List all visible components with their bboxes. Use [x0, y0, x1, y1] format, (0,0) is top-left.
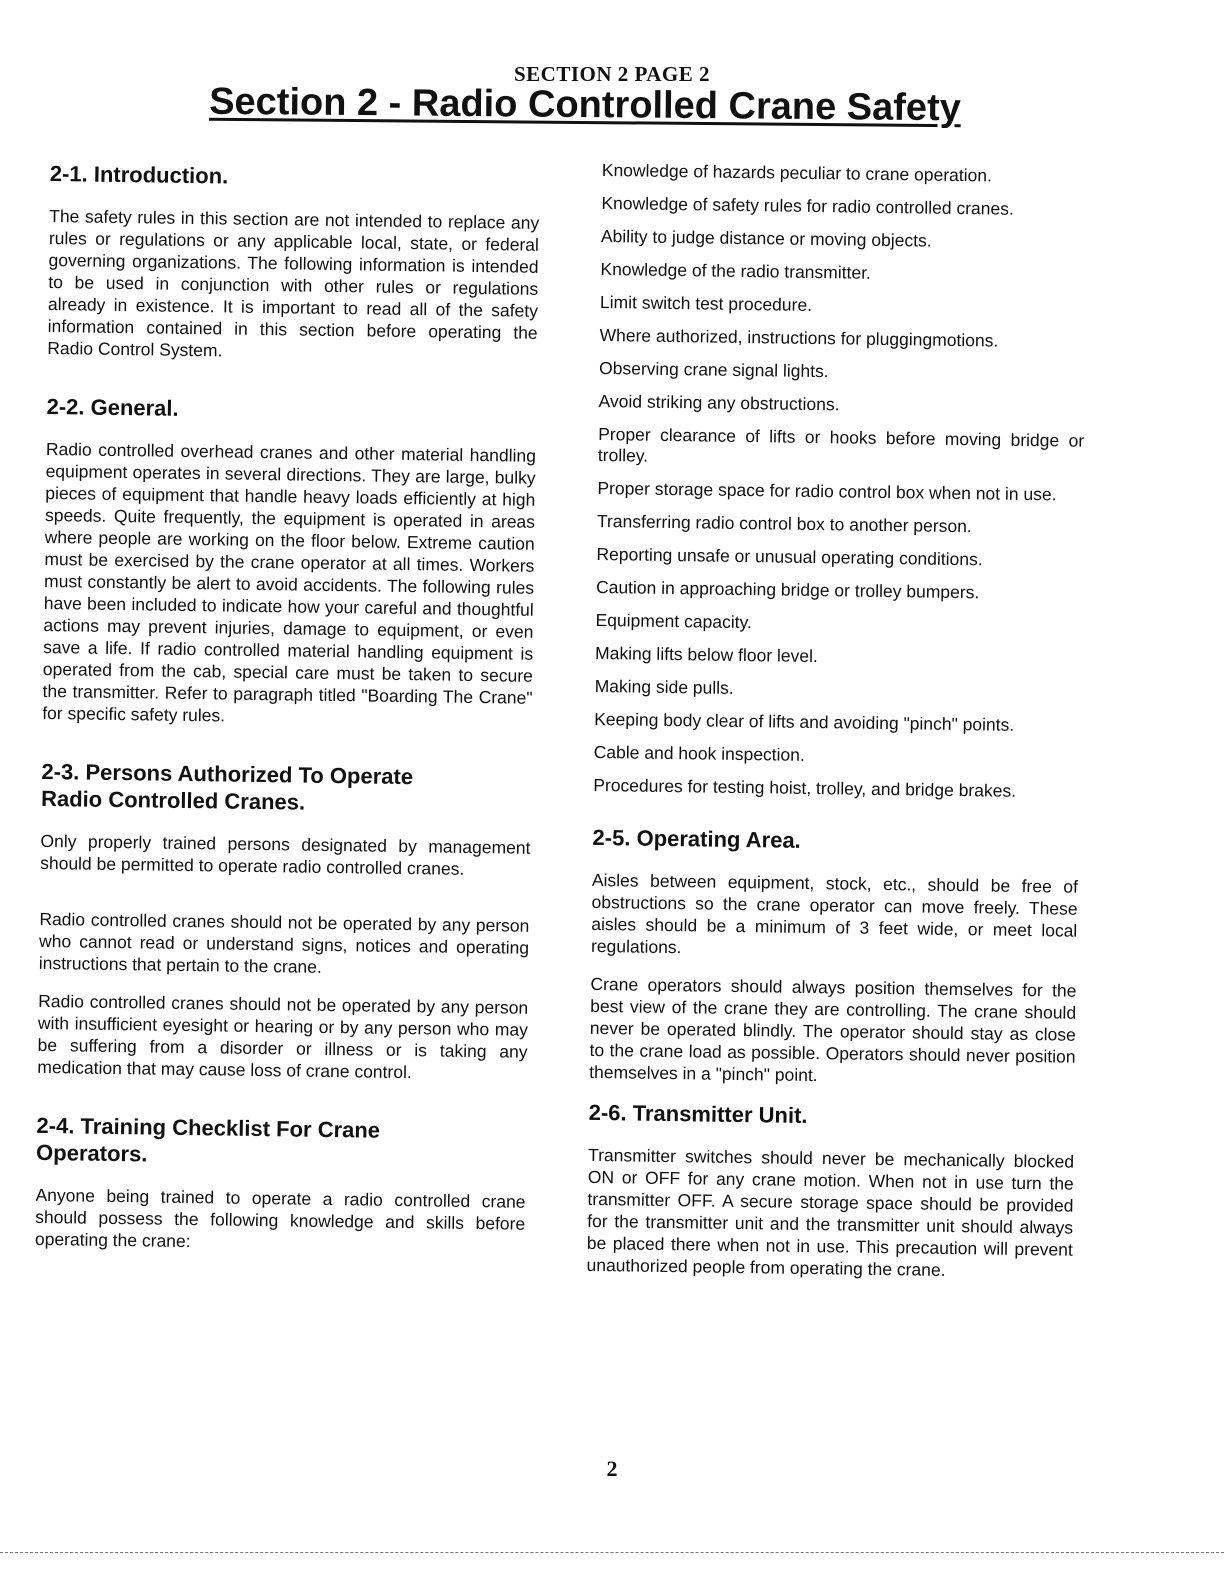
- checklist-item: Observing crane signal lights.: [598, 357, 829, 382]
- checklist-item: Proper clearance of lifts or hooks before moving bridge or trolley.: [597, 423, 1085, 466]
- checklist-item: Ability to judge distance or moving objects.: [600, 225, 932, 251]
- checklist-item: Knowledge of safety rules for radio controlled cranes.: [601, 192, 1014, 219]
- checklist-item: Limit switch test procedure.: [599, 291, 813, 315]
- checklist-item: Caution in approaching bridge or trolley bumpers.: [595, 576, 980, 603]
- section-heading-general: 2-2. General.: [46, 393, 179, 421]
- paragraph-authorized-2: Radio controlled cranes should not be operated by any person who cannot read or understand signs, notices and operating instructions that pertain to the crane.: [38, 908, 530, 977]
- section-heading-introduction: 2-1. Introduction.: [49, 160, 229, 189]
- paragraph-authorized-3: Radio controlled cranes should not be operated by any person with insufficient eyesight or hearing or by any person who may be suffering from a disorder or illness or is taking any medication that may cause loss of crane control.: [37, 990, 529, 1083]
- checklist-item: Keeping body clear of lifts and avoiding "pinch" points.: [594, 708, 1015, 735]
- paragraph-operating-area-2: Crane operators should always position themselves for the best view of the crane they are controlling. The crane should never be operated blindly. The operator should stay as close to the crane load as possible. Operators should never position themselves in a "pinch" point.: [589, 973, 1077, 1086]
- running-head: SECTION 2 PAGE 2: [513, 62, 711, 86]
- page-number: 2: [606, 1456, 618, 1481]
- checklist-item: Proper storage space for radio control box when not in use.: [597, 477, 1057, 505]
- checklist-item: Cable and hook inspection.: [593, 741, 805, 765]
- page-title: Section 2 - Radio Controlled Crane Safety: [208, 80, 962, 130]
- training-checklist: [593, 160, 1088, 803]
- left-column: [35, 160, 540, 1257]
- checklist-item: Knowledge of hazards peculiar to crane operation.: [601, 160, 993, 186]
- checklist-item: Transferring radio control box to another person.: [596, 510, 972, 537]
- section-heading-operating-area: 2-5. Operating Area.: [592, 824, 801, 853]
- paragraph-authorized-1: Only properly trained persons designated by management should be permitted to operate radio controlled cranes.: [40, 830, 531, 879]
- paragraph-transmitter-unit: Transmitter switches should never be mechanically blocked ON or OFF for any crane motion. When not in use turn the transmitter OFF. A secure storage space should be provided for the transmitter unit and the transmitter unit should always be placed there when not in use. This precaution will prevent unauthorized people from operating the crane.: [586, 1144, 1075, 1280]
- checklist-item: Equipment capacity.: [595, 609, 752, 633]
- scan-edge-line: [0, 1552, 1224, 1553]
- section-heading-transmitter-unit: 2-6. Transmitter Unit.: [588, 1099, 808, 1128]
- section-heading-training-checklist: 2-4. Training Checklist For Crane Operators.: [35, 1112, 381, 1167]
- paragraph-operating-area-1: Aisles between equipment, stock, etc., should be free of obstructions so the crane operator can move freely. These aisles should be a minimum of 3 feet wide, or meet local regulations.: [590, 869, 1079, 958]
- right-column: [586, 160, 1088, 1283]
- paragraph-introduction: The safety rules in this section are not intended to replace any rules or regulations or any applicable local, state, or federal governing organizations. The following information is intended to be used in conjunction with other rules or regulations already in existence. It is important to read all of the safety information contained in this section before operating the Radio Control System.: [47, 205, 540, 361]
- paragraph-general: Radio controlled overhead cranes and other material handling equipment operates in several directions. They are large, bulky pieces of equipment that handle heavy loads efficiently at high speeds. Quite frequently, the equipment is operated in areas where people are working on the floor below. Extreme caution must be exercised by the crane operator at all times. Workers must constantly be alert to avoid accidents. The following rules have been included to indicate how your careful and thoughtful actions may prevent injuries, damage to equipment, or even save a life. If radio controlled material handling equipment is operated from the cab, special care must be taken to secure the transmitter. Refer to paragraph titled "Boarding The Crane" for specific safety rules.: [42, 438, 537, 726]
- checklist-item: Knowledge of the radio transmitter.: [600, 258, 872, 283]
- checklist-item: Where authorized, instructions for pluggingmotions.: [599, 324, 999, 351]
- checklist-item: Procedures for testing hoist, trolley, and bridge brakes.: [593, 774, 1017, 801]
- section-heading-authorized-persons: 2-3. Persons Authorized To Operate Radio Controlled Cranes.: [40, 758, 414, 815]
- checklist-item: Reporting unsafe or unusual operating conditions.: [596, 543, 983, 570]
- checklist-item: Making side pulls.: [594, 675, 734, 698]
- checklist-item: Making lifts below floor level.: [594, 642, 818, 667]
- paragraph-training: Anyone being trained to operate a radio controlled crane should possess the following knowledge and skills before operating the crane:: [34, 1184, 526, 1252]
- checklist-item: Avoid striking any obstructions.: [598, 390, 840, 415]
